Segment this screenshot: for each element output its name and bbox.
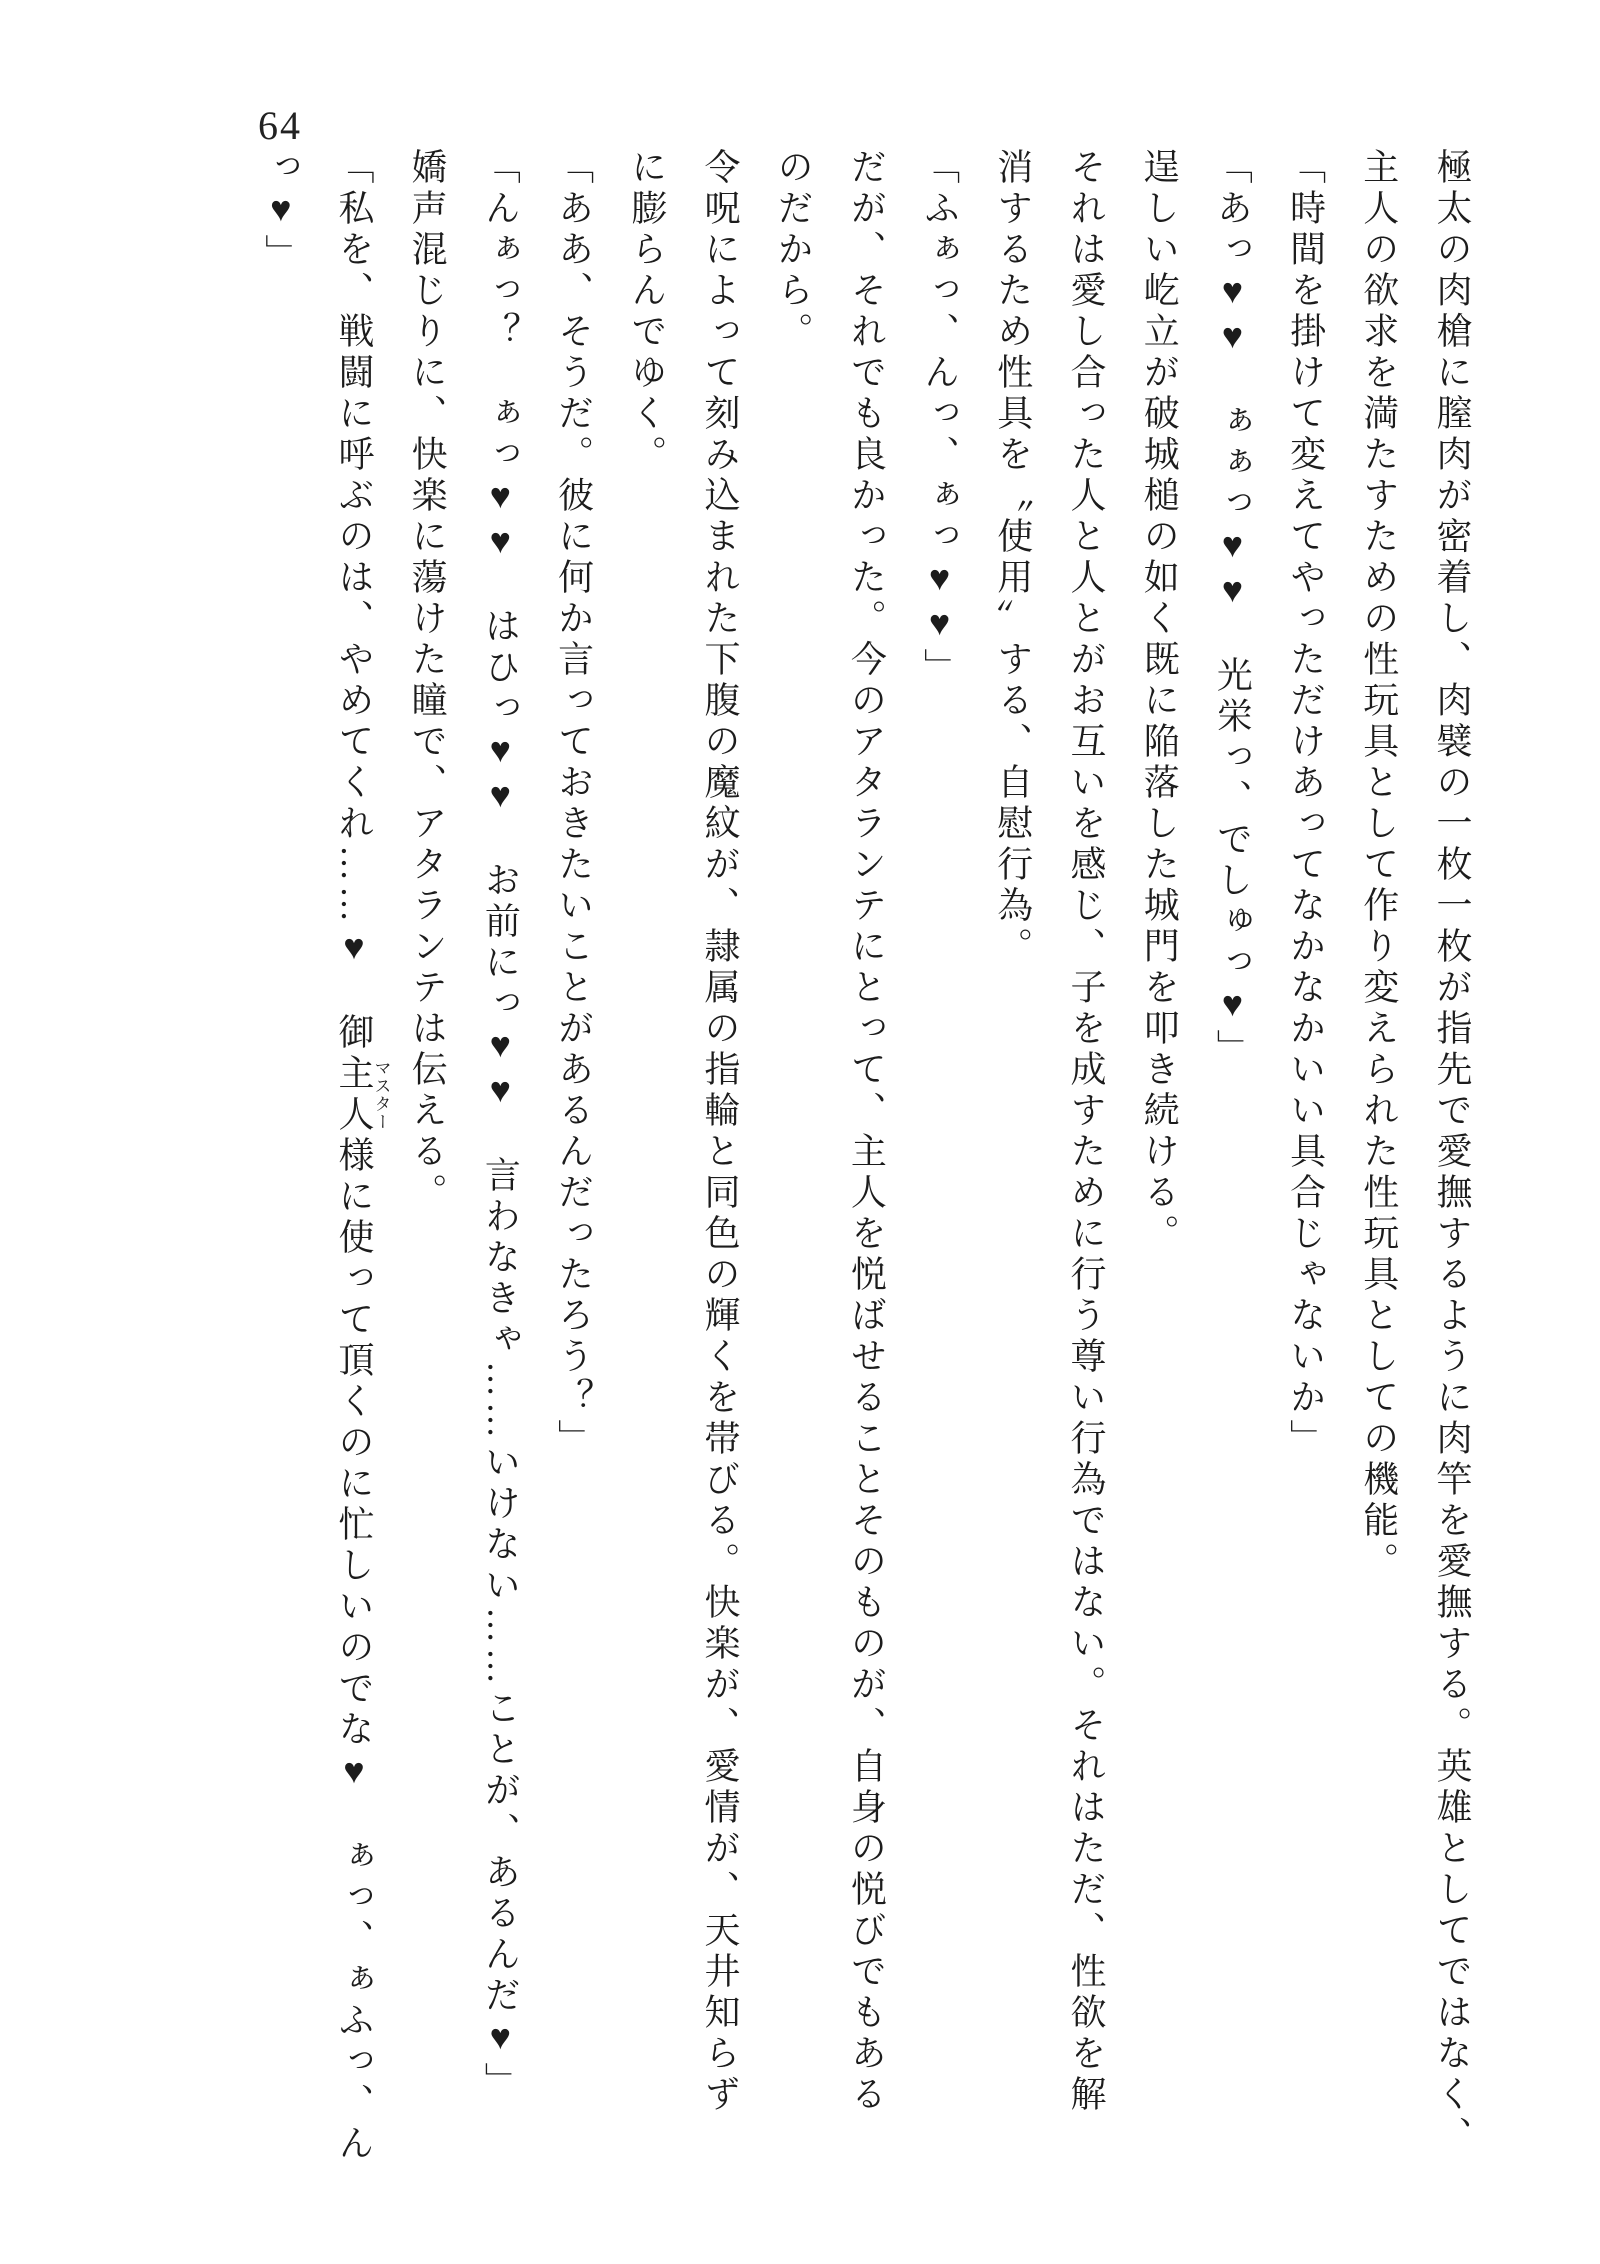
text-column: に膨らんでゆく。	[626, 148, 667, 476]
text-column: 主人の欲求を満たすための性玩具として作り変えられた性玩具としての機能。	[1358, 148, 1399, 1583]
text-column: 「私を、戦闘に呼ぶのは、やめてくれ……♥ 御主人様マスターに使って頂くのに忙しいのでな♥ ぁっ、ぁふっ、ん	[333, 148, 391, 2165]
text-column: 嬌声混じりに、快楽に蕩けた瞳で、アタランテは伝える。	[407, 148, 448, 1214]
text-column: だが、それでも良かった。今のアタランテにとって、主人を悦ばせることそのものが、自身の悦びでもある	[846, 148, 887, 2116]
text-body	[242, 148, 1488, 2178]
text-column: 逞しい屹立が破城槌の如く既に陥落した城門を叩き続ける。	[1139, 148, 1180, 1255]
text-column: 「ああ、そうだ。彼に何か言っておきたいことがあるんだったろう？」	[553, 148, 594, 1460]
text-column: それは愛し合った人と人とがお互いを感じ、子を成すために行う尊い行為ではない。それはただ、性欲を解	[1065, 148, 1106, 2116]
text-column: 「ふぁっ、んっ、ぁっ♥♥」	[919, 148, 960, 689]
text-column: のだから。	[773, 148, 814, 353]
text-column: っ♥」	[260, 148, 301, 275]
text-column: 「んぁっ？ ぁっ♥♥ はひっ♥♥ お前にっ♥♥ 言わなきゃ……いけない……ことが、あるんだ♥」	[480, 148, 521, 2103]
ruby-annotated-word: 御主人様マスター	[333, 1013, 391, 1177]
text-column: 消するため性具を〝使用〟する、自慰行為。	[992, 148, 1033, 968]
text-column: 「あっ♥♥ ぁぁっ♥♥ 光栄っ、でしゅっ♥」	[1212, 148, 1253, 1070]
text-column: 令呪によって刻み込まれた下腹の魔紋が、隷属の指輪と同色の輝くを帯びる。快楽が、愛情が、天井知らず	[699, 148, 740, 2116]
page-number: 64	[258, 103, 302, 148]
text-column: 極太の肉槍に膣肉が密着し、肉襞の一枚一枚が指先で愛撫するように肉竿を愛撫する。英雄としてではなく、	[1432, 148, 1472, 2157]
text-column: 「時間を掛けて変えてやっただけあってなかなかいい具合じゃないか」	[1285, 148, 1326, 1460]
